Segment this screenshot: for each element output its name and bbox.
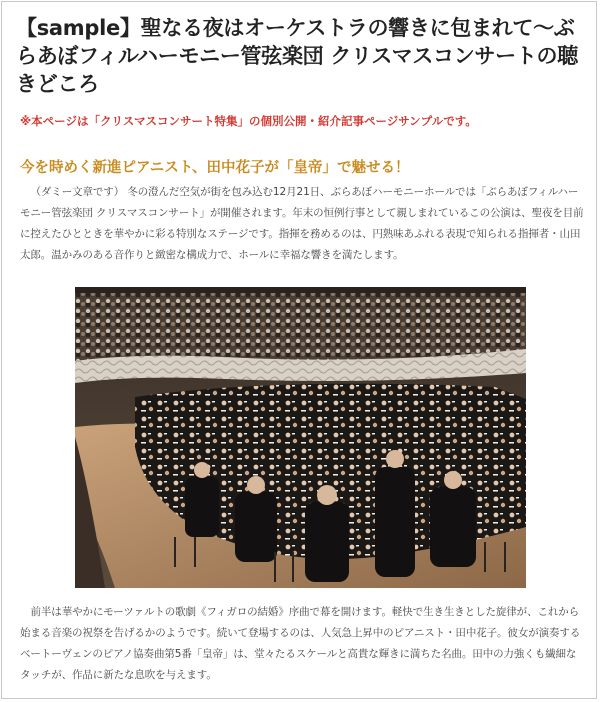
concert-photo xyxy=(75,287,526,588)
article-title: 【sample】聖なる夜はオーケストラの響きに包まれて〜ぶらあぼフィルハーモニー管弦楽団 クリスマスコンサートの聴きどころ xyxy=(16,16,578,96)
section-heading: 今を時めく新進ピアニスト、田中花子が「皇帝」で魅せる！ xyxy=(20,160,410,176)
program-paragraph: 前半は華やかにモーツァルトの歌劇《フィガロの結婚》序曲で幕を開けます。軽快で生き生きとした旋律が、これから始まる音楽の祝祭を告げるかのようです。続いて登場するのは、人気急上昇中のピアニスト・田中花子。彼女が演奏するベートーヴェンのピアノ協奏曲第5番「皇帝」は、堂々たるスケールと高貴な輝きに満ちた名曲。田中の力強くも繊細なタッチが、作品に新たな息吹を与えます。 xyxy=(20,606,581,681)
sample-notice: ※本ページは「クリスマスコンサート特集」の個別公開・紹介記事ページサンプルです。 xyxy=(20,114,477,128)
intro-paragraph: （ダミー文章です） 冬の澄んだ空気が街を包み込む12月21日、ぶらあぼハーモニーホールでは「ぶらあぼフィルハーモニー管弦楽団 クリスマスコンサート」が開催されます。年末の恒例行事として親しまれているこの公演は、聖夜を目前に控えたひとときを華やかに彩る特別なステージです。指揮を務めるのは、円熟味あふれる表現で知られる指揮者・山田太郎。温かみのある音作りと緻密な構成力で、ホールに幸福な響きを満たします。 xyxy=(20,186,584,261)
